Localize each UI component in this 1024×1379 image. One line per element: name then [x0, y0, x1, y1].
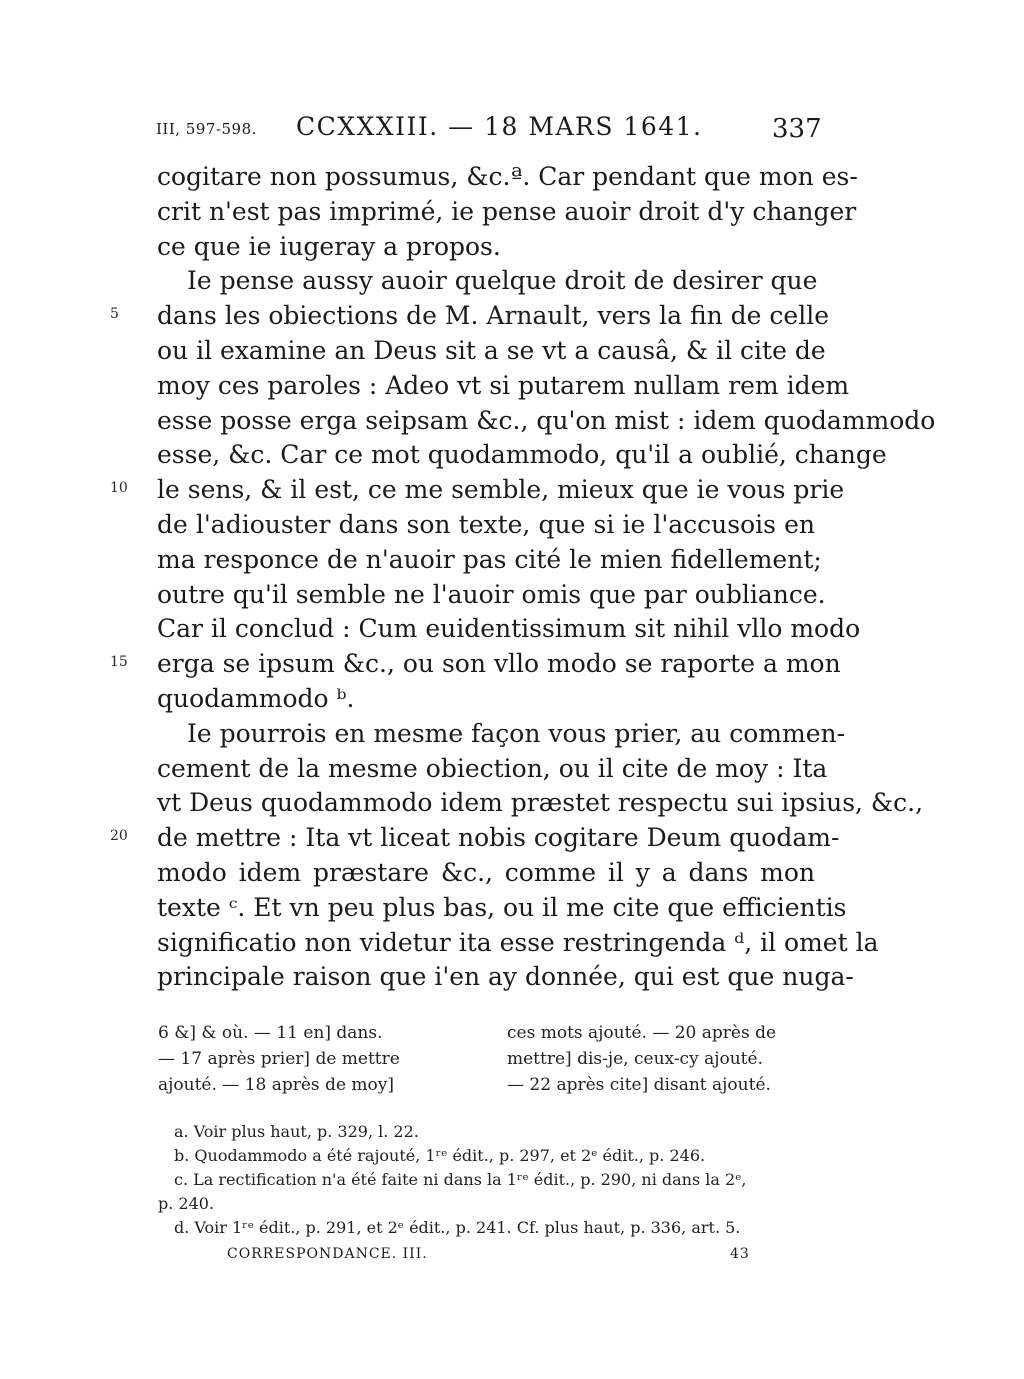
text-line: ma responce de n'auoir pas cité le mien fidellement;: [157, 544, 822, 574]
text-line: modo idem præstare &c., comme il y a dans mon: [157, 857, 815, 887]
line-number: 5: [110, 306, 119, 322]
signature-mark: CORRESPONDANCE. III.: [227, 1246, 428, 1262]
footnote-a: a. Voir plus haut, p. 329, l. 22.: [174, 1122, 419, 1141]
text-line: esse, &c. Car ce mot quodammodo, qu'il a oublié, change: [157, 440, 887, 470]
page-number: 337: [772, 114, 822, 144]
variant-line: — 17 après prier] de mettre: [158, 1049, 400, 1069]
variant-line: mettre] dis-je, ceux-cy ajouté.: [507, 1049, 763, 1069]
footnote-b: b. Quodammodo a été rajouté, 1ʳᵉ édit., p. 297, et 2ᵉ édit., p. 246.: [174, 1146, 706, 1165]
variant-line: ajouté. — 18 après de moy]: [158, 1075, 394, 1095]
text-line: vt Deus quodammodo idem præstet respectu sui ipsius, &c.,: [157, 788, 924, 818]
text-line: crit n'est pas imprimé, ie pense auoir droit d'y changer: [157, 196, 857, 226]
running-head-reference: III, 597-598.: [156, 120, 257, 138]
variant-line: 6 &] & où. — 11 en] dans.: [158, 1023, 383, 1043]
main-text: [157, 160, 936, 995]
variant-line: ces mots ajouté. — 20 après de: [507, 1023, 777, 1043]
line-number: 10: [110, 480, 128, 496]
variant-line: — 22 après cite] disant ajouté.: [507, 1075, 771, 1095]
text-line: Ie pense aussy auoir quelque droit de desirer que: [187, 266, 818, 296]
text-line: esse posse erga seipsam &c., qu'on mist : idem quodammodo: [157, 405, 936, 435]
variant-readings-left: [158, 1020, 468, 1098]
text-line: cogitare non possumus, &c.ª. Car pendant que mon es-: [157, 162, 858, 191]
text-line: dans les obiections de M. Arnault, vers la fin de celle: [157, 301, 829, 331]
line-number: 15: [110, 654, 128, 670]
footnote-c: c. La rectification n'a été faite ni dans la 1ʳᵉ édit., p. 290, ni dans la 2ᵉ,: [174, 1170, 747, 1189]
text-line: de mettre : Ita vt liceat nobis cogitare Deum quodam-: [157, 823, 840, 853]
text-line: ce que ie iugeray a propos.: [157, 231, 501, 261]
footnote-d: d. Voir 1ʳᵉ édit., p. 291, et 2ᵉ édit., p. 241. Cf. plus haut, p. 336, art. 5.: [174, 1218, 741, 1237]
footnotes: [158, 1120, 818, 1240]
text-line: Ie pourrois en mesme façon vous prier, au commen-: [187, 718, 846, 748]
text-line: cement de la mesme obiection, ou il cite de moy : Ita: [157, 753, 828, 783]
text-line: quodammodo ᵇ.: [157, 683, 355, 713]
text-line: texte ᶜ. Et vn peu plus bas, ou il me cite que efficientis: [157, 892, 847, 922]
line-number: 20: [110, 828, 128, 844]
running-head-title: CCXXXIII. — 18 MARS 1641.: [296, 112, 703, 141]
variant-readings-right: [507, 1020, 817, 1098]
text-line: principale raison que i'en ay donnée, qui est que nuga-: [157, 962, 854, 992]
text-line: ou il examine an Deus sit a se vt a causâ, & il cite de: [157, 335, 826, 365]
text-line: moy ces paroles : Adeo vt si putarem nullam rem idem: [157, 370, 850, 400]
footnote-c-continued: p. 240.: [158, 1194, 215, 1213]
text-line: significatio non videtur ita esse restringenda ᵈ, il omet la: [157, 927, 879, 957]
signature-number: 43: [730, 1246, 750, 1262]
text-line: Car il conclud : Cum euidentissimum sit nihil vllo modo: [157, 614, 861, 644]
text-line: erga se ipsum &c., ou son vllo modo se raporte a mon: [157, 649, 841, 679]
text-line: outre qu'il semble ne l'auoir omis que par oubliance.: [157, 579, 826, 609]
text-line: le sens, & il est, ce me semble, mieux que ie vous prie: [157, 475, 845, 505]
text-line: de l'adiouster dans son texte, que si ie l'accusois en: [157, 509, 815, 539]
